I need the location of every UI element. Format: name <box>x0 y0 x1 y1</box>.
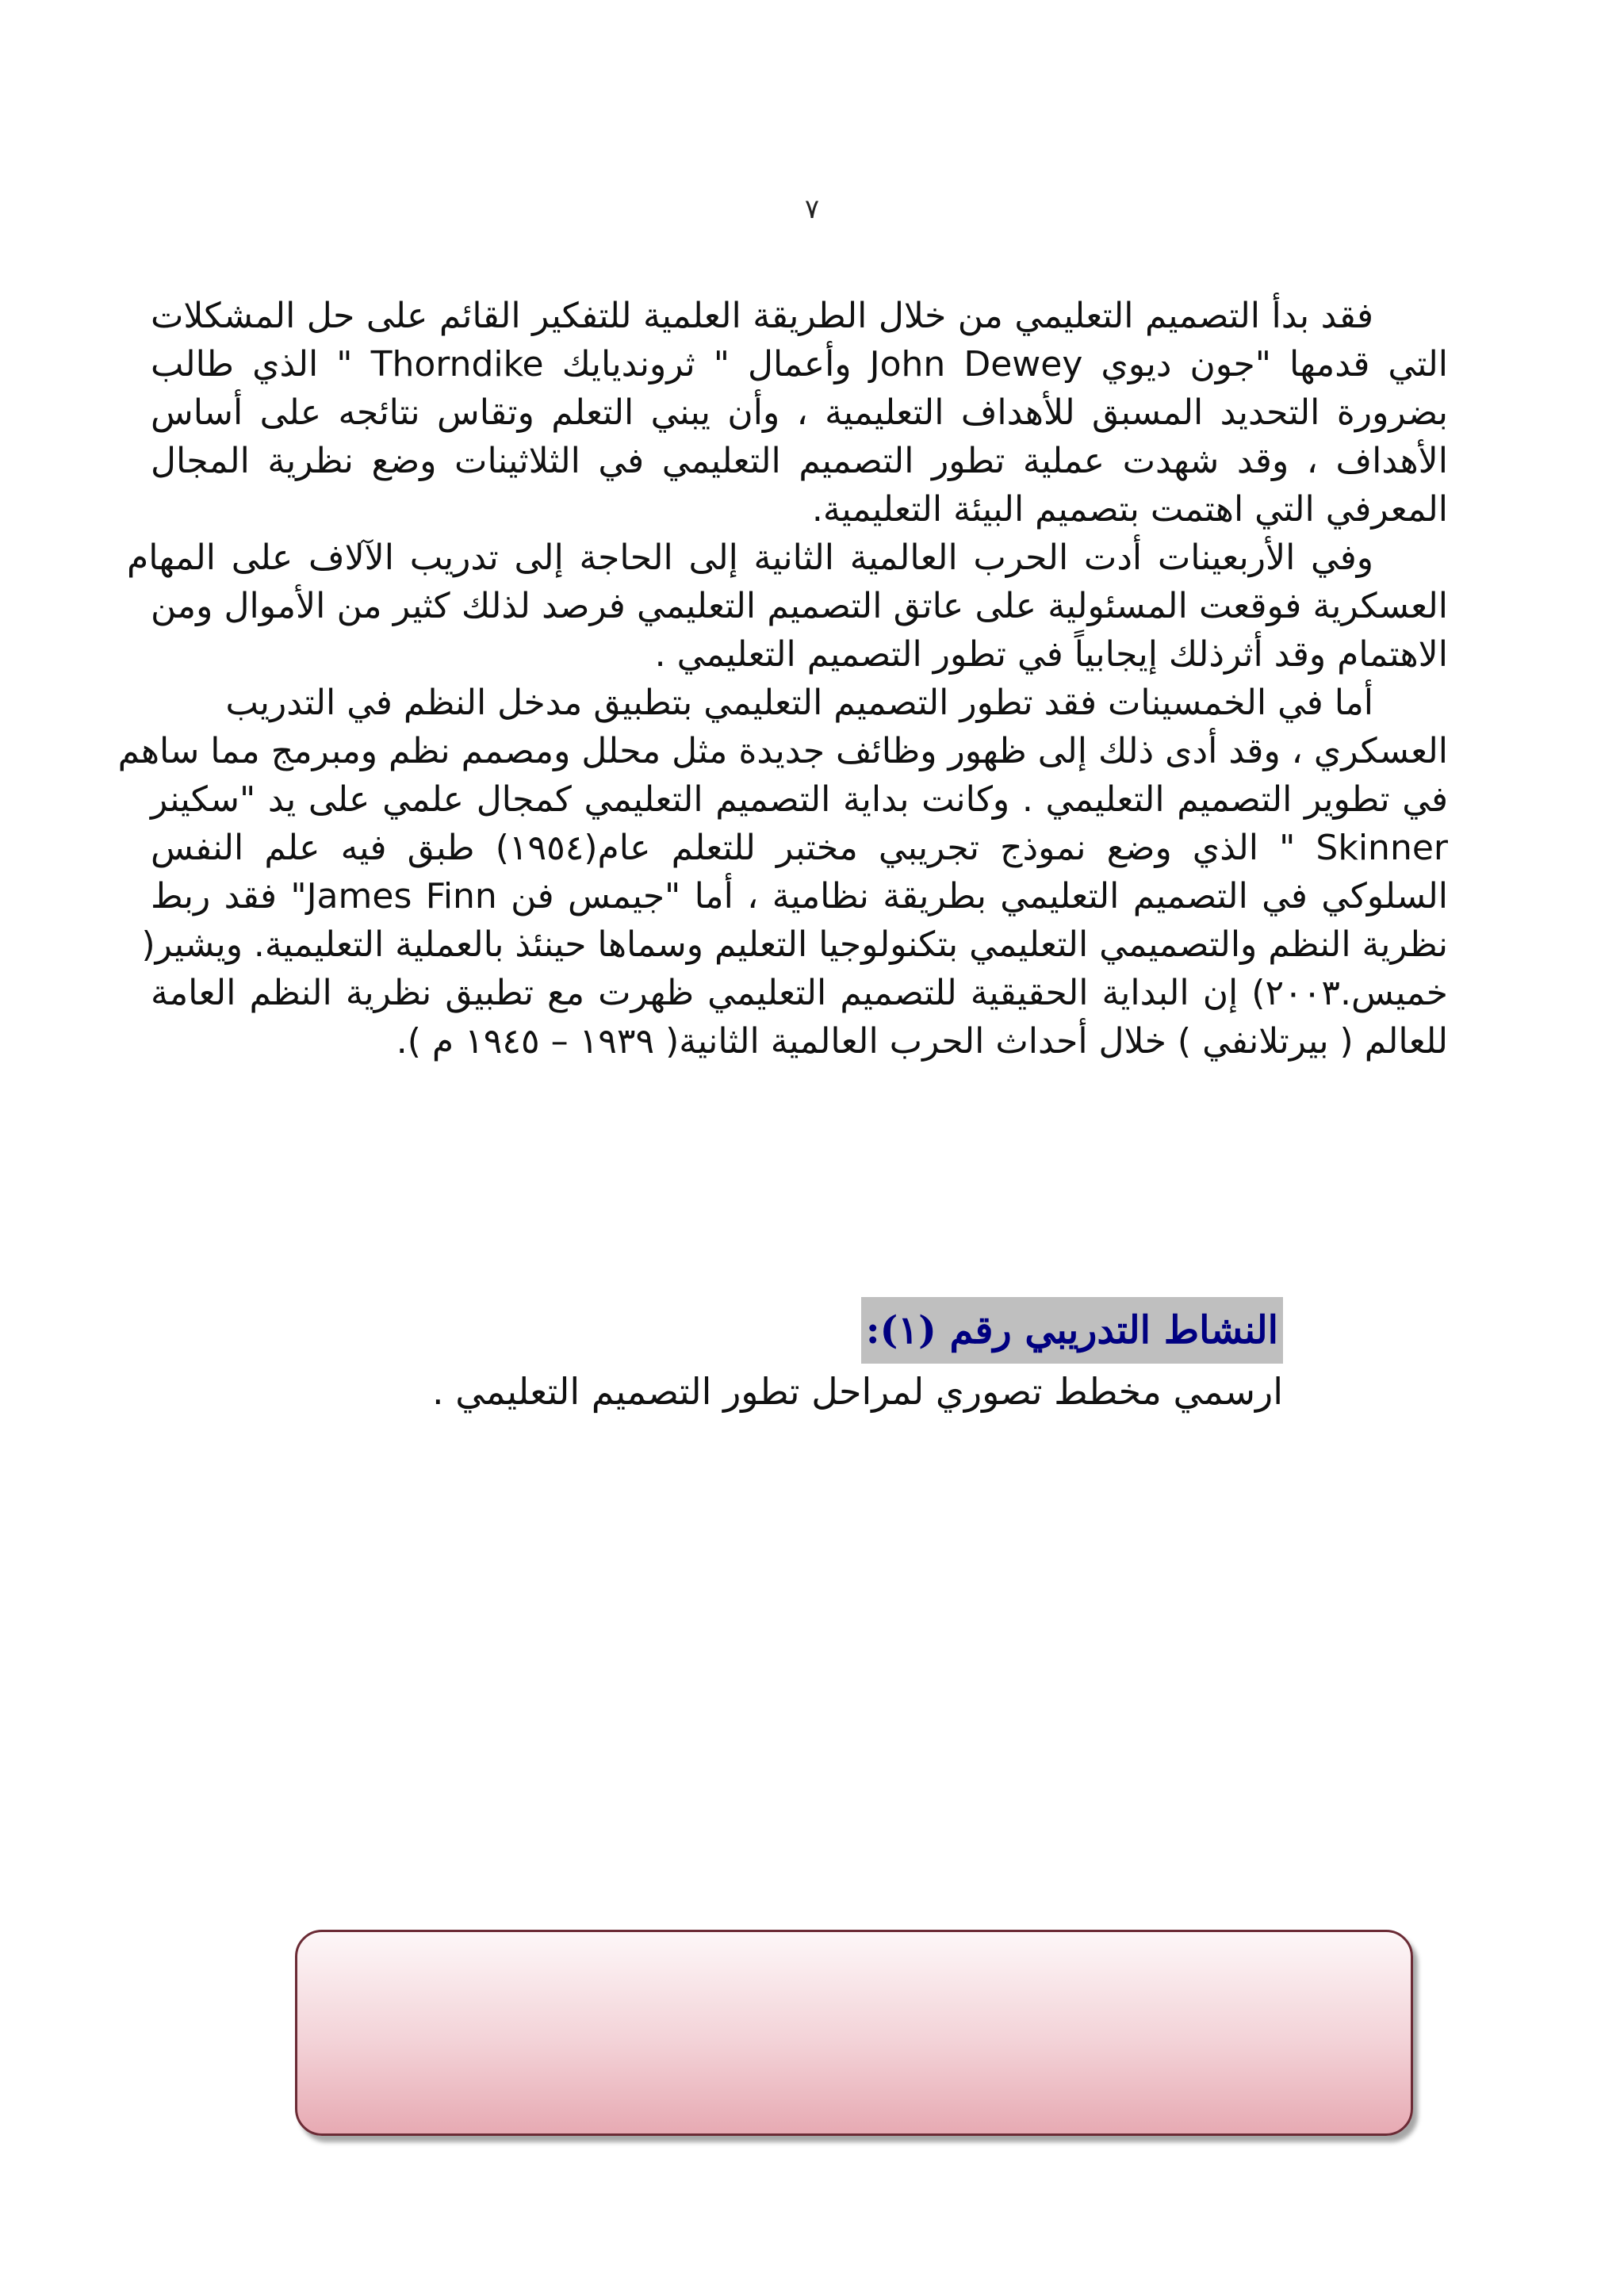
body-text <box>117 292 1449 1066</box>
paragraph-3-line-2: العسكري ، وقد أدى ذلك إلى ظهور وظائف جديدة مثل محلل ومصمم نظم ومبرمج مما ساهم <box>117 731 1448 771</box>
answer-box[interactable] <box>295 1930 1413 2136</box>
paragraph-3-line-1: أما في الخمسينات فقد تطور التصميم التعليمي بتطبيق مدخل النظم في التدريب <box>225 683 1373 723</box>
paragraph-3-line-5: السلوكي في التصميم التعليمي بطريقة نظامية ، أما "جيمس فن James Finn" فقد ربط <box>151 876 1449 916</box>
paragraph-1-line-3: بضرورة التحديد المسبق للأهداف التعليمية ، وأن يبني التعلم وتقاس نتائجه على أساس <box>151 392 1448 433</box>
paragraph-2-line-1: وفي الأربعينات أدت الحرب العالمية الثانية إلى الحاجة إلى تدريب الآلاف على المهام <box>127 538 1373 578</box>
paragraph-2-line-2: العسكرية فوقعت المسئولية على عاتق التصميم التعليمي فرصد لذلك كثير من الأموال ومن <box>151 586 1448 626</box>
paragraph-3-line-4: Skinner " الذي وضع نموذج تجريبي مختبر للتعلم عام(١٩٥٤) طبق فيه علم النفس <box>151 828 1448 868</box>
paragraph-3-line-6: نظرية النظم والتصميمي التعليمي بتكنولوجيا التعليم وسماها حينئذ بالعملية التعليمية. ويشير( <box>141 924 1448 965</box>
activity-heading: النشاط التدريبي رقم (١): <box>865 1308 1278 1353</box>
paragraph-2-line-3: الاهتمام وقد أثرذلك إيجابياً في تطور التصميم التعليمي . <box>654 634 1448 675</box>
page-number: ٧ <box>804 193 820 225</box>
activity-instruction: ارسمي مخطط تصوري لمراحل تطور التصميم التعليمي . <box>432 1370 1283 1413</box>
paragraph-3-line-7: خميس.٢٠٠٣) إن البداية الحقيقية للتصميم التعليمي ظهرت مع تطبيق نظرية النظم العامة <box>151 973 1448 1013</box>
paragraph-1-line-4: الأهداف ، وقد شهدت عملية تطور التصميم التعليمي في الثلاثينات وضع نظرية المجال <box>151 441 1448 481</box>
activity-heading-highlight <box>861 1297 1283 1364</box>
paragraph-3-line-8: للعالم ( بيرتلانفي ) خلال أحداث الحرب العالمية الثانية( ١٩٣٩ – ١٩٤٥ م ). <box>396 1021 1448 1062</box>
paragraph-1-line-2: التي قدمها "جون ديوي John Dewey وأعمال " ثرونديايك Thorndike " الذي طالب <box>151 344 1449 385</box>
paragraph-1-line-5: المعرفي التي اهتمت بتصميم البيئة التعليمية. <box>811 489 1448 530</box>
paragraph-3-line-3: في تطوير التصميم التعليمي . وكانت بداية التصميم التعليمي كمجال علمي على يد "سكينر <box>151 779 1448 820</box>
paragraph-1-line-1: فقد بدأ التصميم التعليمي من خلال الطريقة العلمية للتفكير القائم على حل المشكلات <box>151 296 1373 336</box>
